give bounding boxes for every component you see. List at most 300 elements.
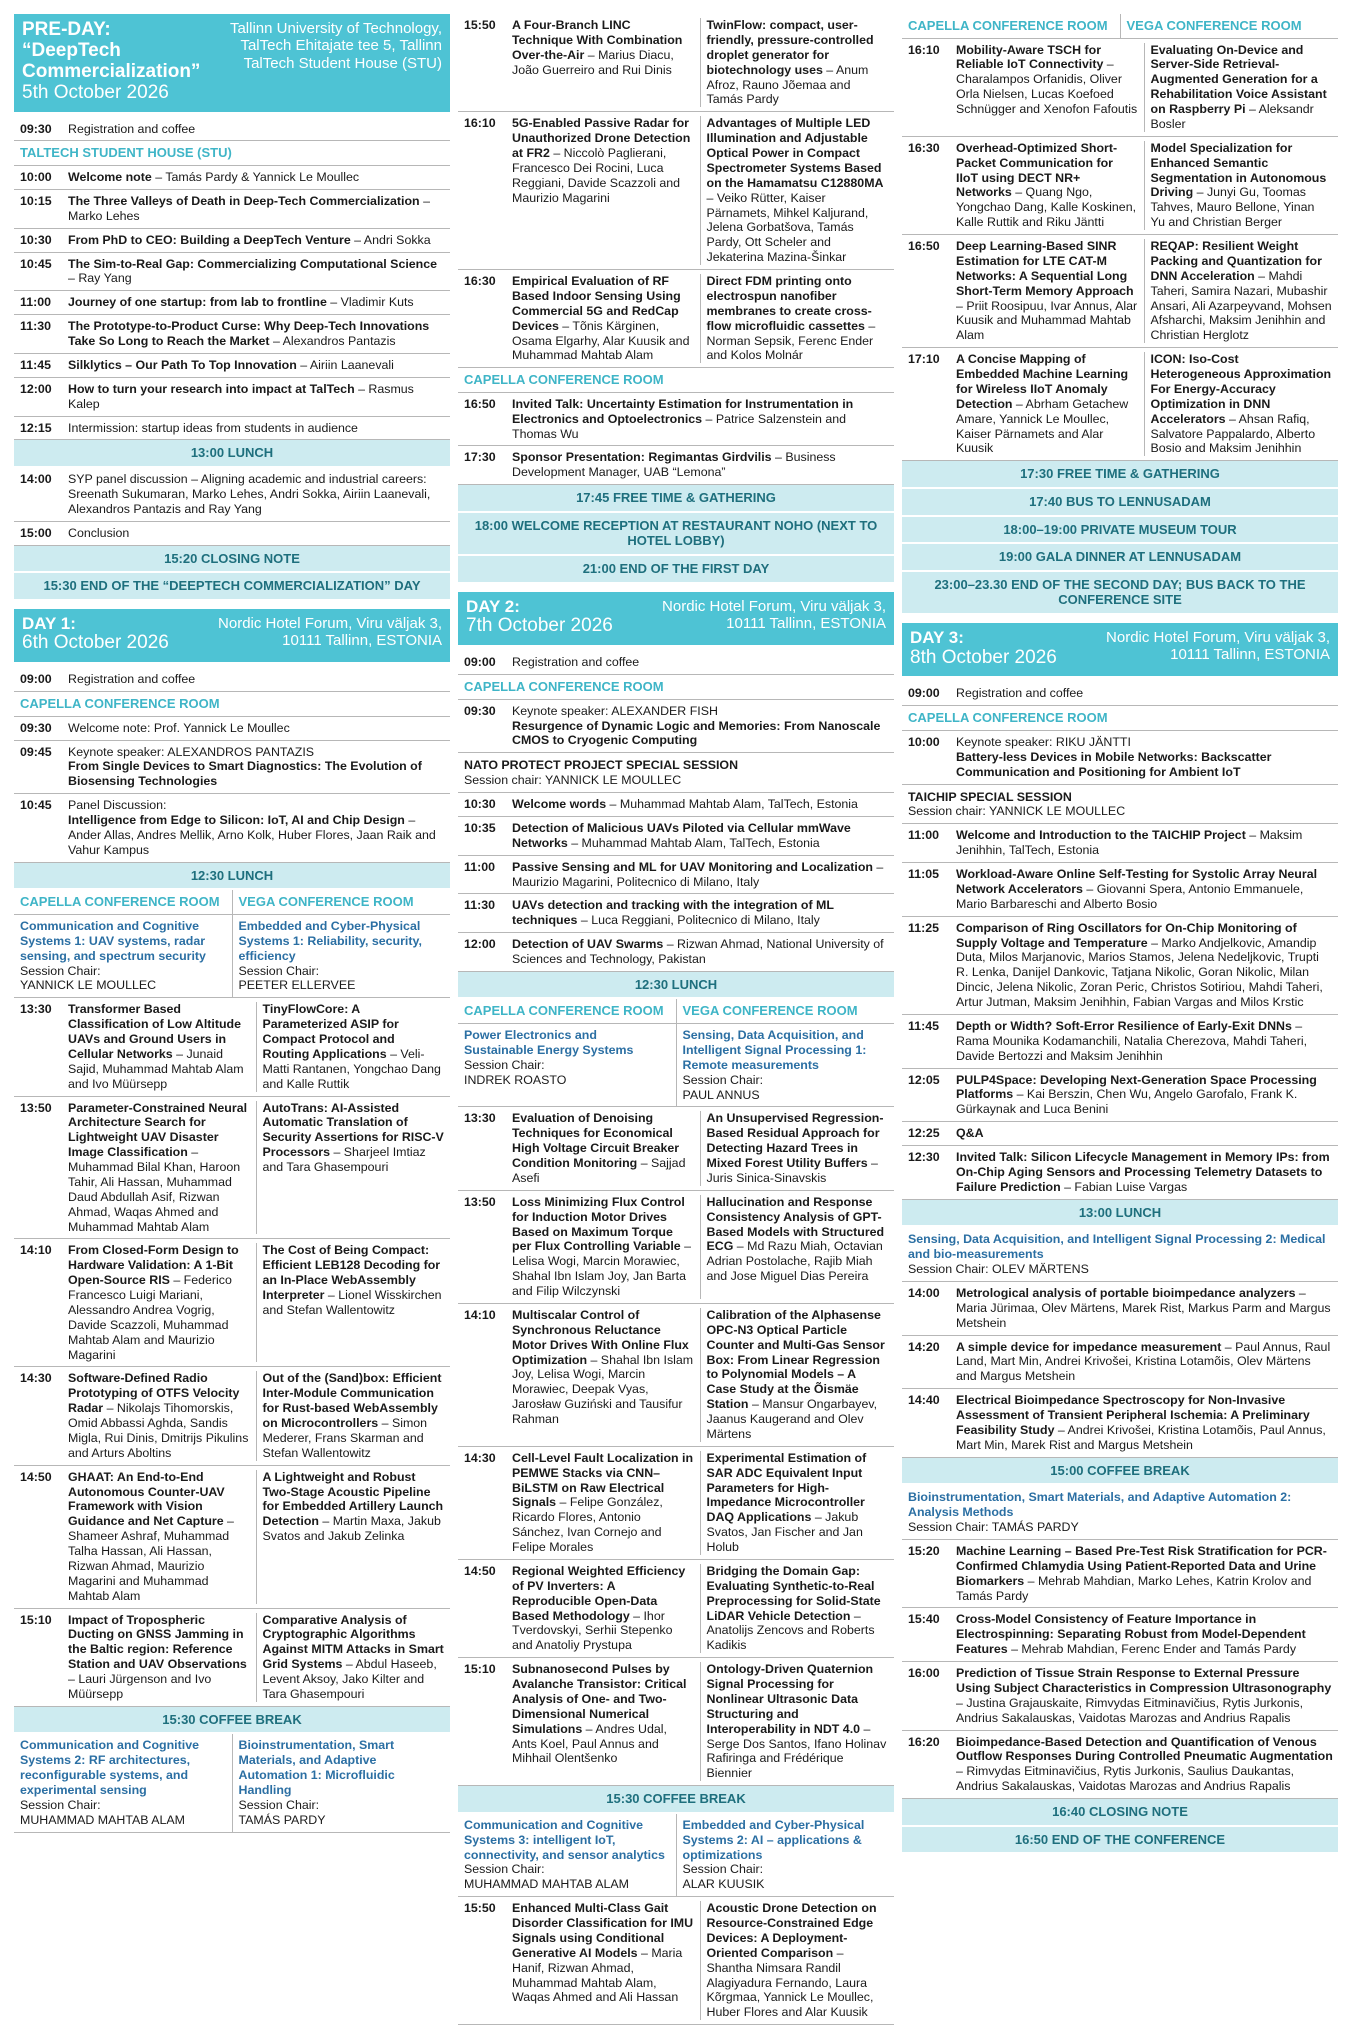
parallel-row [902, 235, 1338, 348]
entry [68, 798, 450, 858]
day3-title: DAY 3: [910, 627, 964, 647]
talk-authors: – Rimvydas Eitminavičius, Rytis Jurkonis, Saulius Daukantas, Andrius Sakalauskas, Vaidotas Marozas and Andrius Rapalis [956, 1764, 1295, 1794]
time: 15:20 [908, 1543, 940, 1558]
entry [956, 1126, 1338, 1141]
schedule-row [14, 717, 450, 741]
time: 10:30 [464, 797, 496, 812]
talk-authors: – Abdul Haseeb, Levent Aksoy, Jako Kilter and Tara Ghasempouri [262, 1657, 437, 1701]
parallel-row [14, 1367, 450, 1465]
talk-title: Intelligence from Edge to Silicon: IoT, AI and Chip Design [68, 813, 405, 828]
time: 11:45 [908, 1018, 940, 1033]
free-time-bar: 17:45 FREE TIME & GATHERING [458, 485, 894, 513]
talk-room-b [1144, 352, 1339, 456]
talk-room-a [68, 1243, 256, 1362]
chair-label: Session Chair: [464, 1057, 545, 1072]
talk-title: ICON: Iso-Cost Heterogeneous Approximation For Energy-Accuracy Optimization in DNN Accelerators [1150, 352, 1332, 426]
talk-title: 5G-Enabled Passive Radar for Unauthorized Drone Detection at FR2 [512, 116, 691, 160]
parallel-row [14, 1239, 450, 1367]
schedule-row [458, 894, 894, 933]
talk-room-a [68, 1002, 256, 1091]
time: 16:50 [464, 396, 496, 411]
talk-authors: – Fabian Luise Vargas [1060, 1179, 1188, 1194]
talk-authors: – Abrham Getachew Amare, Yannick Le Moullec, Kaiser Pärnamets and Alar Kuusik [956, 396, 1129, 456]
talk-title: Invited Talk: Uncertainty Estimation for Instrumentation in Electronics and Optoelectronics [512, 396, 854, 426]
talk-authors: – Tõnis Kärginen, Osama Elgarhy, Alar Kuusik and Muhammad Mahtab Alam [512, 318, 690, 363]
talk-authors: – Patrice Salzenstein and Thomas Wu [512, 411, 847, 441]
time: 11:25 [908, 920, 940, 935]
talk-authors: – Quang Ngo, Yongchao Dang, Kalle Koskinen, Kalle Ruttik and Riku Jäntti [956, 185, 1137, 230]
day1-tracks-2 [14, 1734, 450, 1832]
closing-note-bar: 16:40 CLOSING NOTE [902, 1799, 1338, 1827]
entry [68, 382, 450, 412]
talk-room-a [512, 18, 700, 107]
talk-title: Comparative Analysis of Cryptographic Algorithms Against MITM Attacks in Smart Grid Systems [262, 1612, 444, 1672]
track-b [232, 1734, 451, 1831]
entry [68, 358, 450, 373]
talk-title: Silklytics – Our Path To Top Innovation [68, 357, 297, 372]
track-b [676, 1024, 895, 1106]
talk-title: Cross-Model Consistency of Feature Importance in Electrospinning: Separating Robust from Model-Dependent Features [956, 1612, 1306, 1657]
time: 10:45 [20, 798, 52, 813]
schedule-row [902, 1069, 1338, 1123]
talk-authors: – Kai Berszin, Chen Wu, Angelo Garofalo, Frank K. Gürkaynak and Luca Benini [956, 1087, 1298, 1117]
talk-title: Acoustic Drone Detection on Resource-Constrained Edge Devices: A Deployment-Oriented Comparison [706, 1901, 877, 1960]
time: 14:50 [20, 1469, 52, 1484]
col3-rooms [902, 14, 1338, 39]
talk-authors: – Lionel Wisskirchen and Stefan Wallentowitz [262, 1288, 442, 1317]
talk-title: Hallucination and Response Consistency Analysis of GPT-Based Models with Structured ECG [706, 1194, 885, 1254]
talk-title: Evaluating On-Device and Server-Side Retrieval-Augmented Generation for a Rehabilitation Voice Assistant on Raspberry Pi [1150, 42, 1327, 117]
talk-title: PULP4Space: Developing Next-Generation Space Processing Platforms [956, 1072, 1317, 1102]
time: 15:50 [464, 18, 496, 32]
talk-room-b [256, 1101, 451, 1235]
talk-authors: – Jakub Svatos, Jan Fischer and Jan Holub [706, 1510, 863, 1555]
talk-room-b [256, 1371, 451, 1460]
talk-title: Welcome note [68, 170, 152, 185]
talk-authors: – Simon Mederer, Frans Skarman and Stefan Wallentowitz [262, 1416, 428, 1460]
time: 16:50 [908, 239, 940, 254]
schedule-row [458, 393, 894, 447]
column-3 [902, 14, 1338, 1854]
bus-bar: 17:40 BUS TO LENNUSADAM [902, 489, 1338, 517]
entry [956, 1340, 1338, 1385]
talk-authors: – Veiko Rütter, Kaiser Pärnamets, Mihkel Kaljurand, Jelena Gorbatšova, Tamás Pardy, Ott Scheler and Jekaterina Mazina-Šinkar [706, 190, 869, 265]
talk-authors: – Mehrab Mahdian, Marko Lehes, Katrin Krolov and Tamás Pardy [956, 1573, 1312, 1603]
parallel-row [902, 348, 1338, 461]
column-2 [458, 14, 894, 2025]
time: 14:40 [908, 1393, 940, 1408]
talk-title: Bridging the Domain Gap: Evaluating Synthetic-to-Real Preprocessing for Solid-State LiDAR Vehicle Detection [706, 1563, 881, 1623]
talk-room-a [512, 1901, 700, 2020]
talk-room-b [700, 18, 895, 107]
talk-room-a [956, 141, 1144, 230]
talk-authors: – Mehrab Mahdian, Ferenc Ender and Tamás Pardy [1007, 1642, 1297, 1657]
session-title: TAICHIP SPECIAL SESSION [908, 789, 1072, 804]
talk-title: Experimental Estimation of SAR ADC Equivalent Input Parameters for High-Impedance Microcontroller DAQ Applications [706, 1450, 867, 1525]
talk-room-a [512, 1662, 700, 1781]
talk-title: Workload-Aware Online Self-Testing for Systolic Array Neural Network Accelerators [956, 867, 1318, 896]
preday-subtitle: “DeepTech Commercialization” [22, 39, 201, 82]
talk-authors: Intermission: startup ideas from students in audience [68, 420, 358, 435]
talk-title: GHAAT: An End-to-End Autonomous Counter-UAV Framework with Vision Guidance and Net Capture [68, 1469, 225, 1529]
schedule-row [902, 1015, 1338, 1069]
talk-room-b [1144, 239, 1339, 343]
time: 15:10 [464, 1662, 496, 1677]
entry [956, 1150, 1338, 1195]
preday-location: Tallinn University of Technology, TalTech Ehitajate tee 5, Tallinn TalTech Student House (STU) [229, 20, 442, 72]
preday-title: PRE-DAY: [22, 19, 111, 40]
schedule-row [902, 1608, 1338, 1662]
day2-date: 7th October 2026 [466, 615, 613, 637]
talk-title: Advantages of Multiple LED Illumination and Adjustable Optical Power in Compact Spectrometer Systems Based on the Hamamatsu C12880MA [706, 116, 884, 190]
talk-title: How to turn your research into impact at TalTech [68, 381, 355, 396]
talk-title: Metrological analysis of portable bioimpedance analyzers [956, 1285, 1296, 1300]
day2-header [458, 592, 894, 646]
talk-title: REQAP: Resilient Weight Packing and Quantization for DNN Acceleration [1150, 239, 1322, 283]
entry [512, 450, 894, 480]
talk-title: Depth or Width? Soft-Error Resilience of Early-Exit DNNs [956, 1018, 1292, 1033]
time: 17:30 [464, 450, 496, 465]
day2-keynote [458, 700, 894, 754]
talk-authors: – Aleksandr Bosler [1150, 102, 1314, 131]
entry [956, 828, 1338, 858]
talk-authors: – Rizwan Ahmad, National University of Sciences and Technology, Pakistan [512, 937, 884, 967]
track-name: Sensing, Data Acquisition, and Intelligent Signal Processing 1: Remote measurements [682, 1028, 867, 1072]
talk-title: Prediction of Tissue Strain Response to External Pressure Using Subject Characteristics in Compression Ultrasonography [956, 1666, 1332, 1695]
talk-title: Overhead-Optimized Short-Packet Communication for IIoT using DECT NR+ Networks [956, 140, 1118, 200]
time: 09:00 [20, 672, 52, 687]
day3-lunch: 13:00 LUNCH [902, 1200, 1338, 1228]
entry [68, 319, 450, 349]
talk-room-a [956, 43, 1144, 132]
time: 10:00 [20, 170, 52, 185]
talk-title: Out of the (Sand)box: Efficient Inter-Module Communication for Rust-based WebAssembly on Microcontrollers [262, 1371, 442, 1431]
talk-title: Transformer Based Classification of Low Altitude UAVs and Ground Users in Cellular Networks [68, 1002, 242, 1061]
track-name: Embedded and Cyber-Physical Systems 1: Reliability, security, efficiency [238, 918, 422, 963]
day2-tracks-2 [458, 1814, 894, 1897]
parallel-row [458, 270, 894, 368]
parallel-row [458, 1560, 894, 1658]
talk-authors: – Rasmus Kalep [68, 381, 414, 411]
schedule-row [458, 933, 894, 972]
schedule-row [902, 863, 1338, 917]
parallel-row [458, 112, 894, 270]
talk-room-b [700, 1451, 895, 1555]
time: 16:30 [908, 140, 940, 155]
keynote-label: Keynote speaker: RIKU JÄNTTI [956, 734, 1131, 749]
time: 13:50 [20, 1100, 52, 1115]
talk-authors: – Maria Hanif, Rizwan Ahmad, Muhammad Mahtab Alam, Waqas Ahmed and Ali Hassan [512, 1945, 683, 2005]
talk-title: Enhanced Multi-Class Gait Disorder Classification for IMU Signals using Conditional Generative AI Models [512, 1901, 694, 1960]
talk-room-a [68, 1613, 256, 1702]
entry [68, 745, 450, 790]
talk-authors: – Airiin Laanevali [296, 357, 394, 372]
talk-title: Mobility-Aware TSCH for Reliable IoT Connectivity [956, 42, 1104, 72]
talk-title: Electrical Bioimpedance Spectroscopy for Non-Invasive Assessment of Transient Peripheral Ischemia: A Preliminary Feasibility Study [956, 1393, 1310, 1437]
talk-authors: – Maria Jürimaa, Olev Märtens, Marek Rist, Markus Parm and Margus Metshein [956, 1285, 1331, 1330]
talk-title: Parameter-Constrained Neural Architecture Search for Lightweight UAV Disaster Image Classification [68, 1100, 248, 1160]
time: 12:15 [20, 420, 52, 435]
entry [68, 526, 450, 541]
schedule-row [458, 446, 894, 485]
preday-header [14, 14, 450, 112]
room-capella: CAPELLA CONFERENCE ROOM [464, 1003, 664, 1019]
chair-label: Session Chair: [20, 963, 101, 978]
entry [956, 1073, 1338, 1118]
talk-room-a [956, 352, 1144, 456]
talk-authors: – Vladimir Kuts [326, 295, 414, 310]
talk-title: Impact of Tropospheric Ducting on GNSS Jamming in the Baltic region: Reference Station and UAV Observations [68, 1612, 247, 1672]
entry [68, 233, 450, 248]
day1-title: DAY 1: [22, 613, 76, 633]
time: 16:10 [908, 42, 940, 57]
schedule-row [14, 354, 450, 378]
schedule-row [902, 1336, 1338, 1390]
talk-authors: – Felipe González, Ricardo Flores, Antonio Sánchez, Ivan Cornejo and Felipe Morales [512, 1495, 663, 1555]
talk-title: Deep Learning-Based SINR Estimation for LTE CAT-M Networks: A Sequential Long Short-Term Memory Approach [956, 239, 1134, 298]
talk-title: UAVs detection and tracking with the integration of ML techniques [512, 898, 834, 928]
talk-title: Comparison of Ring Oscillators for On-Chip Monitoring of Supply Voltage and Temperature [956, 920, 1297, 950]
time: 15:10 [20, 1612, 52, 1627]
entry [512, 860, 894, 890]
schedule-row [902, 1662, 1338, 1731]
talk-room-a [68, 1470, 256, 1604]
text: Registration and coffee [956, 686, 1084, 701]
session-title: Bioinstrumentation, Smart Materials, and Adaptive Automation 2: Analysis Methods [908, 1490, 1292, 1520]
entry [68, 472, 450, 517]
talk-authors: – Maksim Jenihhin, TalTech, Estonia [956, 828, 1303, 858]
time: 13:30 [20, 1002, 52, 1017]
talk-authors: – Anatolijs Zencovs and Roberts Kadikis [706, 1608, 875, 1653]
preday-date: 5th October 2026 [22, 81, 169, 103]
talk-room-a [512, 1111, 700, 1185]
talk-room-b [700, 1901, 895, 2020]
talk-room-a [956, 239, 1144, 343]
day3-session-1 [902, 1227, 1338, 1282]
talk-authors: – Shahal Ibn Islam Joy, Lelisa Wogi, Marcin Morawiec, Deepak Vyas, Jarosław Guziński and Tausifur Rahman [512, 1352, 694, 1427]
time: 10:15 [20, 193, 52, 208]
talk-authors: – Ander Allas, Andres Mellik, Arno Kolk, Huber Flores, Jaan Raik and Vahur Kampus [68, 813, 436, 857]
chair-label: Session Chair: [20, 1797, 101, 1812]
talk-authors: – Lauri Jürgenson and Ivo Müürsepp [68, 1672, 212, 1701]
entry [956, 1666, 1338, 1726]
talk-room-a [68, 1101, 256, 1235]
parallel-row [14, 998, 450, 1096]
talk-title: Evaluation of Denoising Techniques for Economical High Voltage Circuit Breaker Condition Monitoring [512, 1111, 680, 1171]
talk-authors: Welcome note: Prof. Yannick Le Moullec [68, 720, 290, 735]
time: 14:00 [908, 1285, 940, 1300]
day2-rooms [458, 999, 894, 1024]
day3-session-2 [902, 1485, 1338, 1540]
day2-lunch: 12:30 LUNCH [458, 972, 894, 1000]
time: 14:00 [20, 472, 52, 486]
chair-label: Session Chair: [682, 1072, 764, 1087]
day3-coffee: 15:00 COFFEE BREAK [902, 1458, 1338, 1486]
talk-authors: – Md Razu Miah, Octavian Adrian Postolache, Rajib Miah and Jose Miguel Dias Pereira [706, 1239, 883, 1284]
talk-title: Model Specialization for Enhanced Semantic Segmentation in Autonomous Driving [1150, 140, 1327, 200]
day3-keynote [902, 731, 1338, 785]
time: 16:10 [464, 116, 496, 131]
talk-authors: – Marius Diacu, João Guerreiro and Rui Dinis [512, 47, 674, 77]
talk-authors: – Shameer Ashraf, Muhammad Talha Hassan, Ali Hassan, Rizwan Ahmad, Maurizio Magarini and Muhammad Mahtab Alam [68, 1514, 234, 1603]
talk-title: A Four-Branch LINC Technique With Combination Over-the-Air [512, 18, 683, 62]
schedule-row [14, 229, 450, 253]
schedule-row [14, 166, 450, 190]
talk-authors: – Justina Grajauskaite, Rimvydas Eitminavičius, Rytis Jurkonis, Andrius Sakalauskas, Vaidotas Marozas and Andrius Rapalis [956, 1695, 1304, 1725]
room-vega: VEGA CONFERENCE ROOM [232, 890, 451, 914]
keynote-title: Battery-less Devices in Mobile Networks: Backscatter Communication and Positioning for Ambient IoT [956, 749, 1272, 779]
welcome-reception-bar: 18:00 WELCOME RECEPTION AT RESTAURANT NOHO (NEXT TO HOTEL LOBBY) [458, 513, 894, 556]
talk-authors: SYP panel discussion – Aligning academic and industrial careers: Sreenath Sukumaran, Marko Lehes, Andri Sokka, Airiin Laanevali, Alexandros Pantazis and Ray Yang [68, 472, 431, 516]
room-capella: CAPELLA CONFERENCE ROOM [20, 894, 220, 910]
chair-label: Session Chair: [238, 1797, 320, 1812]
schedule-row [458, 817, 894, 856]
parallel-row [14, 1097, 450, 1240]
entry [68, 295, 450, 310]
talk-authors: – Martin Maxa, Jakub Svatos and Jakub Zelinka [262, 1514, 441, 1544]
talk-authors: – Marko Lehes [68, 193, 430, 223]
schedule-row [14, 378, 450, 417]
schedule-row [902, 1122, 1338, 1146]
schedule-row [902, 824, 1338, 863]
chair-label: Session Chair: [682, 1862, 764, 1877]
track-name: Communication and Cognitive Systems 1: UAV systems, radar sensing, and spectrum security [20, 918, 206, 963]
time: 09:30 [464, 703, 496, 718]
talk-authors: – Paul Annus, Raul Land, Mart Min, Andrei Krivošei, Kristina Lotamõis, Olev Märtens and Margus Metshein [956, 1339, 1331, 1384]
talk-room-a [512, 1308, 700, 1442]
day2-section: CAPELLA CONFERENCE ROOM [458, 675, 894, 700]
talk-title: A Lightweight and Robust Two-Stage Acoustic Pipeline for Embedded Artillery Launch Detection [262, 1469, 444, 1529]
talk-authors: – Shantha Nimsara Randil Alagiyadura Fernando, Laura Kõrgmaa, Yannick Le Moullec, Huber Flores and Alar Kuusik [706, 1945, 874, 2020]
talk-authors: Panel Discussion: [68, 798, 167, 813]
track-name: Embedded and Cyber-Physical Systems 2: AI – applications & optimizations [682, 1817, 865, 1862]
talk-title: TwinFlow: compact, user-friendly, pressure-controlled droplet generator for biotechnology uses [706, 18, 874, 77]
schedule-row [902, 1389, 1338, 1458]
day2-registration [458, 651, 894, 675]
session-chair: Session Chair: TAMÁS PARDY [908, 1520, 1079, 1535]
talk-title: Bioimpedance-Based Detection and Quantification of Venous Outflow Responses During Controlled Pneumatic Augmentation [956, 1734, 1333, 1764]
keynote-title: Resurgence of Dynamic Logic and Memories: From Nanoscale CMOS to Cryogenic Computing [512, 718, 881, 748]
talk-title: Machine Learning – Based Pre-Test Risk Stratification for PCR-Confirmed Chlamydia Using Patient-Reported Data and Urine Biomarkers [956, 1543, 1327, 1588]
schedule-row [14, 118, 450, 142]
time: 11:45 [20, 357, 52, 372]
chair-label: Session Chair: [238, 963, 320, 978]
talk-authors: – Tamás Pardy & Yannick Le Moullec [151, 170, 360, 185]
talk-authors: – Sharjeel Imtiaz and Tara Ghasempouri [262, 1145, 426, 1175]
time: 14:10 [464, 1307, 496, 1322]
day1-tracks [14, 915, 450, 998]
room-vega: VEGA CONFERENCE ROOM [1120, 14, 1339, 38]
talk-title: A simple device for impedance measurement [956, 1339, 1222, 1354]
end-first-day-bar: 21:00 END OF THE FIRST DAY [458, 556, 894, 584]
time: 09:00 [908, 686, 940, 701]
time: 16:20 [908, 1734, 940, 1749]
day1-registration [14, 668, 450, 692]
talk-authors: – Junyi Gu, Toomas Tahves, Mauro Bellone, Yinan Yu and Christian Berger [1150, 185, 1315, 230]
talk-authors: – Anum Afroz, Rauno Jõemaa and Tamás Pardy [706, 62, 869, 107]
talk-room-a [512, 116, 700, 265]
schedule-row [14, 291, 450, 315]
talk-room-b [700, 116, 895, 265]
time: 14:50 [464, 1563, 496, 1578]
talk-title: Passive Sensing and ML for UAV Monitoring and Localization [512, 859, 873, 874]
day3-date: 8th October 2026 [910, 646, 1057, 668]
entry [956, 921, 1338, 1010]
talk-title: From Closed-Form Design to Hardware Validation: A 1-Bit Open-Source RIS [68, 1243, 239, 1288]
talk-title: The Prototype-to-Product Curse: Why Deep-Tech Innovations Take So Long to Reach the Market [68, 319, 430, 349]
parallel-row [14, 1466, 450, 1609]
talk-authors: – Muhammad Bilal Khan, Haroon Tahir, Ali Hassan, Muhammad Daud Abdullah Asif, Rizwan Ahmad, Waqas Ahmed and Muhammad Mahtab Alam [68, 1145, 241, 1234]
entry [956, 1612, 1338, 1657]
day1-section: CAPELLA CONFERENCE ROOM [14, 692, 450, 717]
time: 17:10 [908, 352, 940, 367]
free-time-bar: 17:30 FREE TIME & GATHERING [902, 461, 1338, 489]
parallel-row [458, 1447, 894, 1560]
talk-authors: – Serge Dos Santos, Ifano Holinav Rafiringa and Frédérique Biennier [706, 1721, 887, 1781]
talk-title: Calibration of the Alphasense OPC-N3 Optical Particle Counter and Multi-Gas Sensor Box: From Linear Regression to Polynomial Models – A Case Study at the Õismäe Station [706, 1307, 885, 1412]
day3-registration [902, 682, 1338, 706]
talk-room-b [256, 1470, 451, 1604]
day1-location: Nordic Hotel Forum, Viru väljak 3, 10111 Tallinn, ESTONIA [218, 614, 442, 649]
time: 12:25 [908, 1126, 940, 1141]
talk-authors: – Norman Sepsik, Ferenc Ender and Kolos Molnár [706, 318, 876, 363]
talk-title: Direct FDM printing onto electrospun nanofiber membranes to create cross-flow microfluidic cassettes [706, 274, 872, 333]
talk-title: The Sim-to-Real Gap: Commercializing Computational Science [68, 256, 438, 271]
schedule-row [14, 417, 450, 441]
talk-authors: – Giovanni Spera, Antonio Emmanuele, Mario Barbareschi and Alberto Bosio [956, 881, 1304, 911]
schedule-row [902, 1146, 1338, 1200]
talk-authors: – Juris Sinica-Sinavskis [706, 1156, 878, 1185]
talk-room-b [700, 1308, 895, 1442]
talk-room-a [512, 274, 700, 363]
talk-room-b [700, 1564, 895, 1653]
day2-title: DAY 2: [466, 596, 520, 616]
chair: TAMÁS PARDY [238, 1812, 326, 1827]
time: 09:45 [20, 744, 52, 759]
schedule-row [458, 856, 894, 895]
talk-title: Loss Minimizing Flux Control for Induction Motor Drives Based on Maximum Torque per Flux Controlling Variable [512, 1194, 685, 1254]
talk-authors: – Rama Mounika Kodamanchili, Natalia Cherezova, Mahdi Taheri, Davide Bertozzi and Maksim Jenihhin [956, 1018, 1308, 1063]
talk-authors: – Federico Francesco Luigi Mariani, Alessandro Andrea Vogrig, Davide Scazzoli, Muhammad Mahtab Alam and Maurizio Magarini [68, 1273, 232, 1362]
text: Registration and coffee [68, 121, 196, 136]
talk-room-b [256, 1243, 451, 1362]
entry [512, 797, 894, 812]
talk-title: Cell-Level Fault Localization in PEMWE Stacks via CNN–BiLSTM on Raw Electrical Signals [512, 1450, 694, 1510]
day1-header [14, 609, 450, 663]
talk-authors: – Sajjad Asefi [512, 1156, 686, 1185]
track-b [676, 1814, 895, 1896]
session-chair: Session Chair: OLEV MÄRTENS [908, 1262, 1089, 1277]
talk-authors: – Andri Sokka [350, 232, 431, 247]
entry [512, 937, 894, 967]
chair: INDREK ROASTO [464, 1072, 567, 1087]
talk-authors: – Business Development Manager, UAB “Lemona” [512, 450, 836, 480]
time: 14:10 [20, 1243, 52, 1258]
schedule-row [14, 253, 450, 292]
parallel-row [458, 1304, 894, 1447]
nato-session [458, 753, 894, 793]
talk-title: A Concise Mapping of Embedded Machine Learning for Wireless IIoT Anomaly Detection [956, 352, 1129, 411]
parallel-row [458, 1658, 894, 1786]
preday-lunch: 13:00 LUNCH [14, 440, 450, 468]
talk-authors: – Marko Andjelkovic, Amandip Duta, Milos Marjanovic, Marios Stamos, Jelena Nedeljkovic, Trupti R. Lenka, Danijel Dankovic, Tatjana Nikolic, Goran Nikolic, Milan Dincic, Jelena Nikolic, Zoran Peric, Christos Sotiriou, Mahdi Taheri, Artur Jutman, Maksim Jenihhin, Fabian Vargas and Milos Krstic [956, 935, 1323, 1010]
talk-title: Subnanosecond Pulses by Avalanche Transistor: Critical Analysis of One- and Two-Dimensional Numerical Simulations [512, 1662, 687, 1736]
entry [68, 721, 450, 736]
col2-section: CAPELLA CONFERENCE ROOM [458, 368, 894, 393]
time: 11:30 [464, 898, 496, 913]
time: 11:00 [20, 295, 52, 310]
chair: YANNICK LE MOULLEC [20, 978, 157, 993]
